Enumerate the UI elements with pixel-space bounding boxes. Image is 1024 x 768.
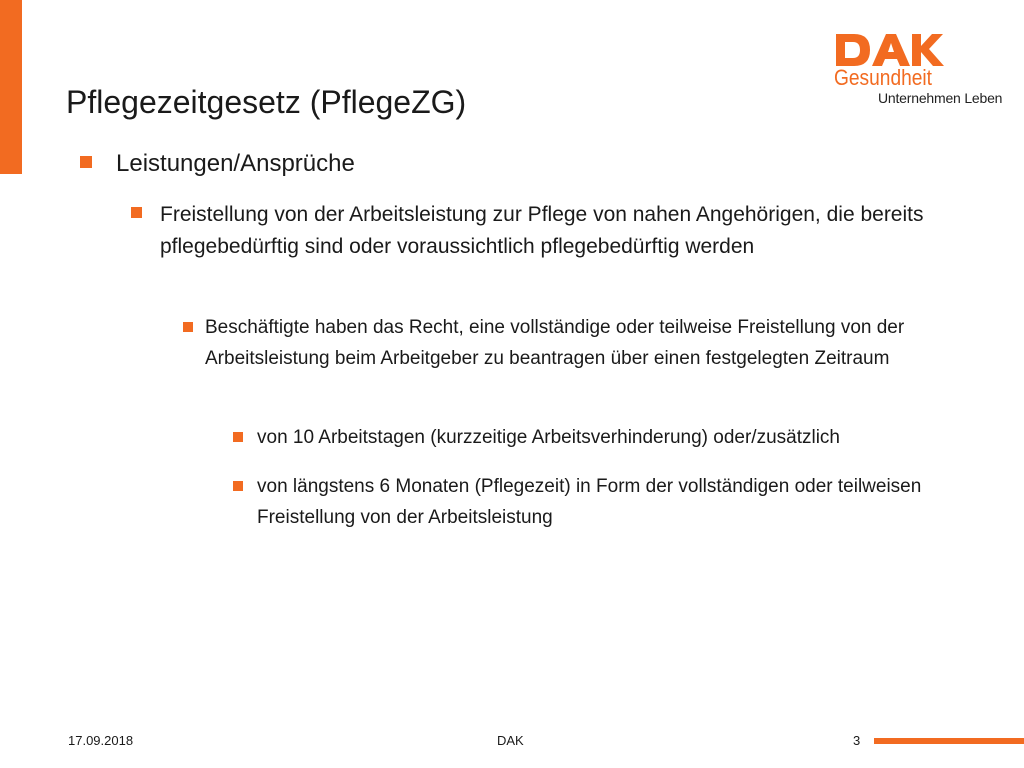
bullet-text: Leistungen/Ansprüche: [116, 150, 355, 177]
bullet-text: Beschäftigte haben das Recht, eine vollständige oder teilweise Freistellung von der Arbeitsleistung beim Arbeitgeber zu beantragen über einen festgelegten Zeitraum: [205, 317, 905, 369]
bullet-text: von längstens 6 Monaten (Pflegezeit) in Form der vollständigen oder teilweisen Freistellung von der Arbeitsleistung: [257, 476, 922, 528]
footer-organization: DAK: [497, 733, 524, 748]
bullet-square-icon: [233, 432, 243, 442]
slide-title: Pflegezeitgesetz (PflegeZG): [66, 84, 467, 120]
footer-date: 17.09.2018: [68, 733, 134, 748]
bullet-text: Freistellung von der Arbeitsleistung zur Pflege von nahen Angehörigen, die bereits pflegebedürftig sind oder voraussichtlich pflegebedürftig werden: [160, 203, 924, 258]
left-accent-bar: [0, 0, 22, 174]
footer-accent-line: [874, 738, 1024, 744]
bullet-text: von 10 Arbeitstagen (kurzzeitige Arbeitsverhinderung) oder/zusätzlich: [257, 427, 840, 448]
bullet-square-icon: [233, 481, 243, 491]
logo-name: Gesundheit: [834, 65, 932, 90]
page-number: 3: [853, 733, 861, 748]
logo-tagline: Unternehmen Leben: [878, 90, 1003, 106]
bullet-square-icon: [80, 156, 92, 168]
bullet-square-icon: [131, 207, 142, 218]
bullet-square-icon: [183, 322, 193, 332]
